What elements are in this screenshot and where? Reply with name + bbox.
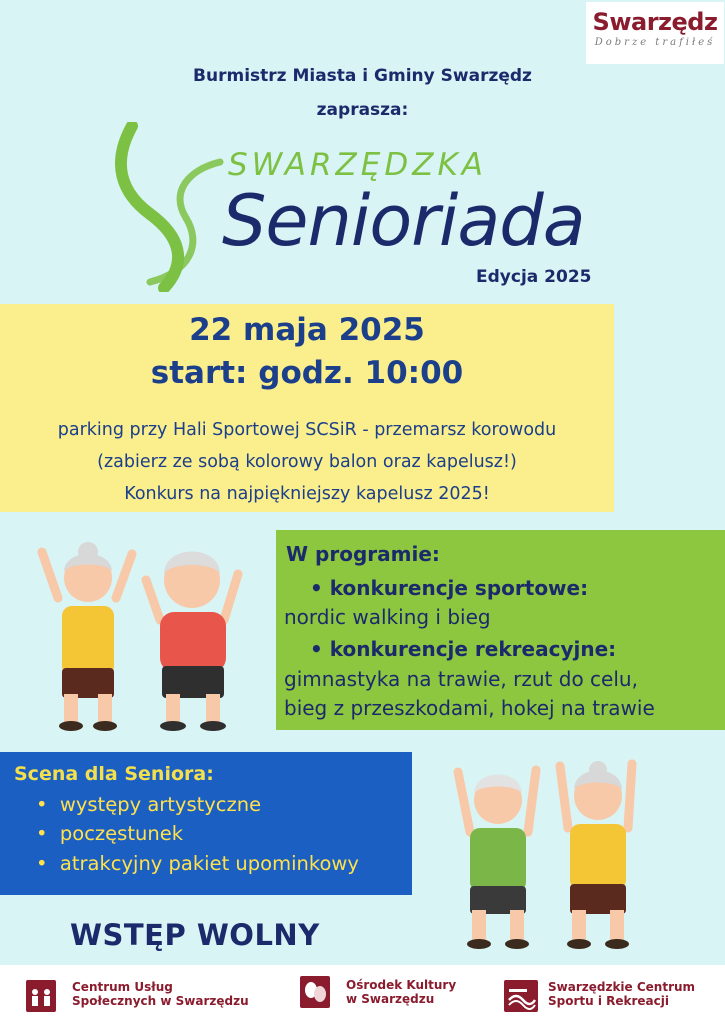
- logo-tagline: Dobrze trafiłeś: [594, 37, 716, 48]
- senior-woman-green-figure: [458, 770, 536, 949]
- event-line-2: (zabierz ze sobą kolorowy balon oraz kapelusz!): [97, 452, 517, 472]
- senioriada-swirl-icon: [110, 122, 230, 292]
- edition-label: Edycja 2025: [476, 267, 592, 287]
- event-date: 22 maja 2025: [189, 312, 425, 348]
- program-sport-title-text: konkurencje sportowe:: [329, 576, 589, 600]
- stage-item: • występy artystyczne: [36, 793, 262, 816]
- brand-subtitle: SWARZĘDZKA: [228, 147, 487, 183]
- event-line-3: Konkurs na najpiękniejszy kapelusz 2025!: [124, 484, 490, 504]
- program-rec-items-1: gimnastyka na trawie, rzut do celu,: [284, 667, 638, 691]
- footer-partner-2-line-1: Ośrodek Kultury: [346, 978, 457, 992]
- exercising-seniors-illustration-right: [432, 752, 672, 952]
- program-rec-title: • konkurencje rekreacyjne:: [310, 637, 617, 661]
- stage-item: • poczęstunek: [36, 822, 183, 845]
- footer-partner-3-line-1: Swarzędzkie Centrum: [548, 980, 696, 994]
- footer-partner-2-line-2: w Swarzędzu: [346, 992, 435, 1006]
- stage-title: Scena dla Seniora:: [14, 763, 214, 785]
- stage-item: • atrakcyjny pakiet upominkowy: [36, 852, 359, 875]
- theatre-masks-icon: [300, 976, 330, 1008]
- program-rec-title-text: konkurencje rekreacyjne:: [329, 637, 617, 661]
- footer-partner-3-line-2: Sportu i Rekreacji: [548, 994, 669, 1008]
- invitation-line-1: Burmistrz Miasta i Gminy Swarzędz: [193, 66, 532, 86]
- stage-item-text: występy artystyczne: [59, 793, 262, 816]
- swarzedz-logo: [586, 2, 724, 64]
- program-box: [276, 530, 725, 730]
- program-rec-items-2: bieg z przeszkodami, hokej na trawie: [284, 696, 655, 720]
- free-entry-label: WSTĘP WOLNY: [70, 918, 320, 952]
- senior-woman-yellow-figure: [560, 761, 632, 949]
- brand-title: Senioriada: [222, 180, 585, 262]
- footer-partner-1-line-1: Centrum Usług: [72, 980, 173, 994]
- logo-name: Swarzędz: [592, 8, 718, 36]
- footer-partner-2: [346, 978, 456, 1006]
- exercising-seniors-illustration-left: [28, 528, 268, 734]
- footer-partner-1: [72, 980, 249, 1008]
- senior-man-figure: [146, 552, 238, 732]
- invitation-line-2: zaprasza:: [316, 100, 409, 120]
- footer-partner-1-line-2: Społecznych w Swarzędzu: [72, 994, 249, 1008]
- footer-partner-3: [548, 980, 695, 1008]
- stage-item-text: atrakcyjny pakiet upominkowy: [59, 852, 359, 875]
- program-title: W programie:: [286, 542, 440, 566]
- event-start: start: godz. 10:00: [150, 355, 464, 391]
- program-sport-title: • konkurencje sportowe:: [310, 576, 589, 600]
- people-icon: [26, 980, 56, 1012]
- event-line-1: parking przy Hali Sportowej SCSiR - przemarsz korowodu: [57, 420, 557, 440]
- senior-woman-figure: [42, 542, 132, 731]
- sport-waves-icon: [504, 980, 538, 1012]
- program-sport-items: nordic walking i bieg: [284, 605, 491, 629]
- stage-item-text: poczęstunek: [59, 822, 183, 845]
